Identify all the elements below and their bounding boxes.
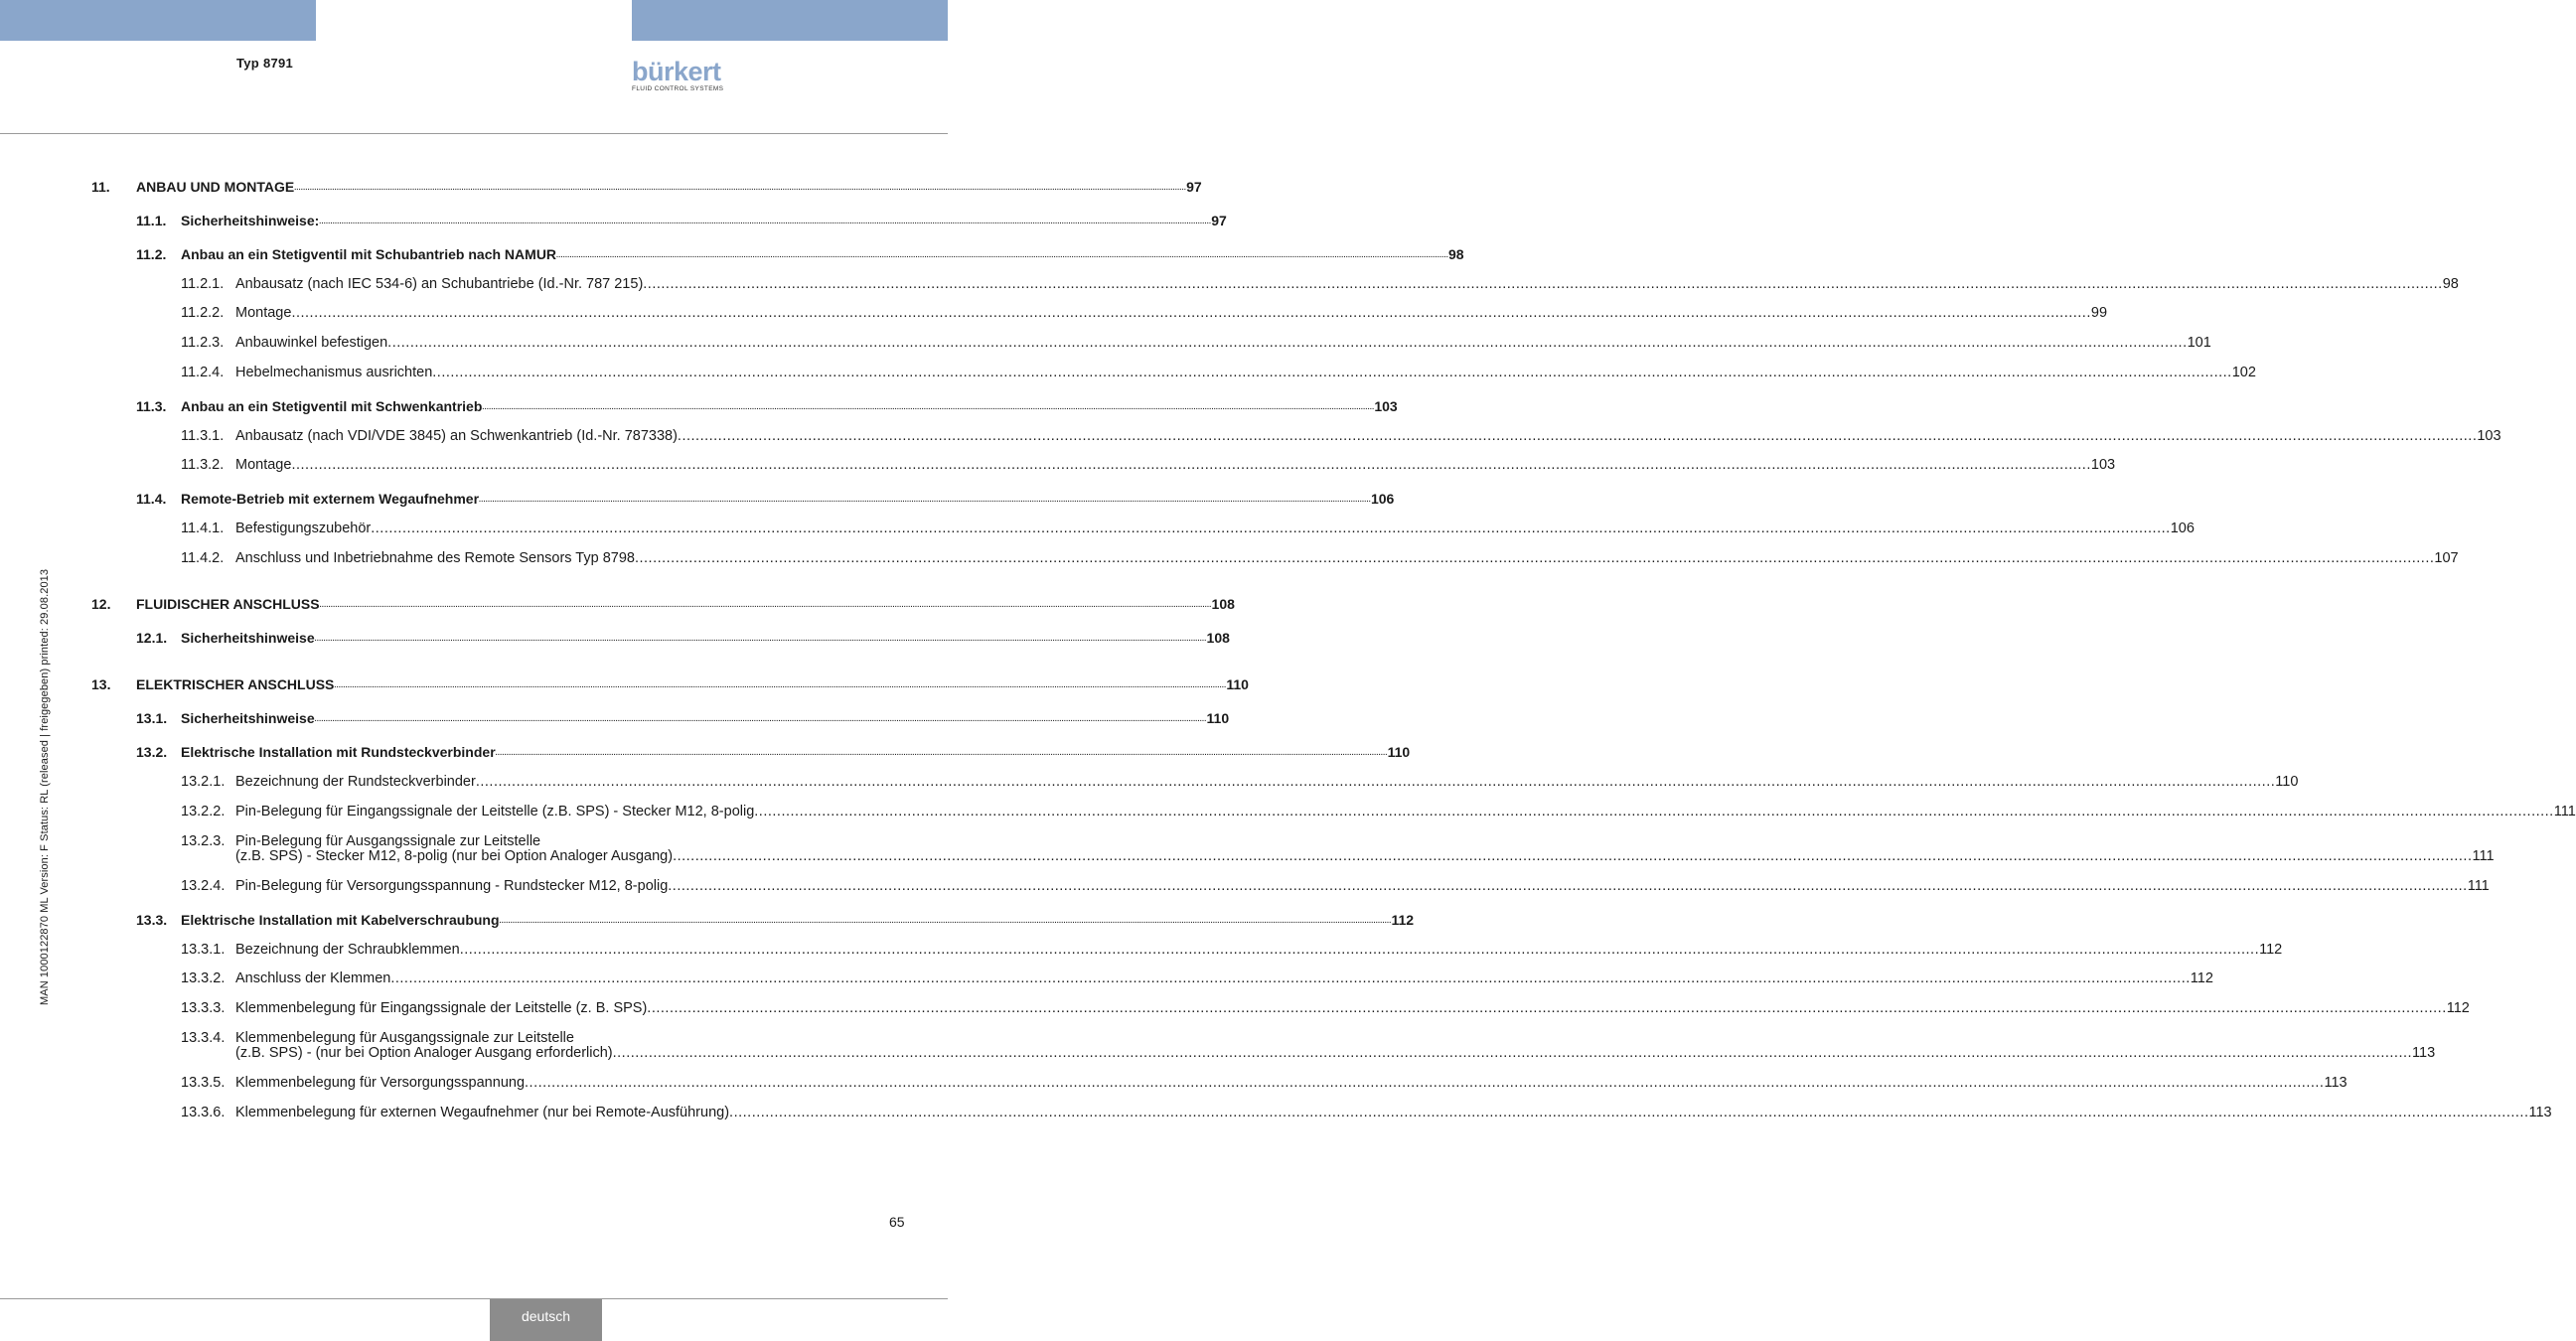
toc-entry-number: 13.2.1.: [181, 774, 226, 790]
toc-entry-number: 11.4.1.: [181, 521, 225, 536]
toc-entry-page: 111: [2472, 848, 2495, 864]
toc-entry-number: 13.3.: [136, 912, 168, 928]
toc-entry-number: 11.2.2.: [181, 305, 225, 321]
toc-dot-leader: ................................................................................................................................................................................................................................................................................................................................................................................................................: [482, 404, 1375, 411]
toc-entry-title: Pin-Belegung für Versorgungsspannung - Rundstecker M12, 8-polig: [235, 878, 669, 894]
toc-dot-leader: ................................................................................................................................................................................................................................................................................................................................................................................................................: [677, 428, 2478, 444]
toc-entry-title-continued: (z.B. SPS) - (nur bei Option Analoger Ausgang erforderlich): [235, 1045, 613, 1061]
toc-entry-page: 106: [1370, 491, 1395, 507]
toc-entry-title: Klemmenbelegung für Eingangssignale der Leitstelle (z. B. SPS): [235, 1000, 648, 1016]
toc-dot-leader: ................................................................................................................................................................................................................................................................................................................................................................................................................: [459, 942, 2260, 958]
toc-entry-title: Elektrische Installation mit Rundsteckverbinder: [181, 744, 496, 760]
toc-entry-number: 13.3.6.: [181, 1105, 226, 1120]
toc-entry-title: Bezeichnung der Rundsteckverbinder: [235, 774, 476, 790]
toc-entry-page: 110: [1206, 710, 1230, 726]
page-number: 65: [889, 1214, 905, 1230]
toc-entry-title: Anbauwinkel befestigen: [235, 335, 388, 351]
toc-dot-leader: ................................................................................................................................................................................................................................................................................................................................................................................................................: [319, 602, 1212, 609]
toc-entry-page: 110: [1387, 744, 1411, 760]
toc-entry-page: 113: [2324, 1075, 2348, 1091]
toc-entry-page: 101: [2187, 335, 2211, 351]
toc-dot-leader: ................................................................................................................................................................................................................................................................................................................................................................................................................: [729, 1105, 2529, 1120]
toc-entry-page: 106: [2170, 521, 2195, 536]
toc-entry-page: 110: [1226, 676, 1249, 692]
toc-entry-page: 110: [2275, 774, 2299, 790]
toc-dot-leader: ................................................................................................................................................................................................................................................................................................................................................................................................................: [334, 682, 1227, 689]
toc-entry-page: 97: [1211, 213, 1227, 228]
toc-dot-leader: ................................................................................................................................................................................................................................................................................................................................................................................................................: [479, 497, 1371, 504]
toc-entry-page: 103: [2090, 457, 2116, 473]
toc-dot-leader: ................................................................................................................................................................................................................................................................................................................................................................................................................: [319, 219, 1212, 225]
logo-wordmark: bürkert: [632, 57, 721, 86]
toc-dot-leader: ................................................................................................................................................................................................................................................................................................................................................................................................................: [673, 848, 2473, 864]
toc-entry-number: 13.3.3.: [181, 1000, 226, 1016]
toc-entry-page: 97: [1186, 179, 1202, 195]
toc-entry-number: 13.2.: [136, 744, 168, 760]
toc-entry-number: 11.2.4.: [181, 365, 225, 380]
toc-entry-page: 107: [2434, 550, 2459, 566]
toc-entry-title: Anschluss der Klemmen: [235, 970, 391, 986]
toc-entry-number: 11.: [91, 179, 110, 195]
toc-entry-page: 113: [2412, 1045, 2436, 1061]
toc-dot-leader: ................................................................................................................................................................................................................................................................................................................................................................................................................: [668, 878, 2468, 894]
toc-entry-page: 98: [1447, 246, 1464, 262]
toc-entry-page: 113: [2528, 1105, 2552, 1120]
toc-entry-title: Klemmenbelegung für Ausgangssignale zur Leitstelle: [235, 1030, 574, 1046]
toc-entry-title: ELEKTRISCHER ANSCHLUSS: [136, 676, 335, 692]
toc-entry-page: 103: [1374, 398, 1398, 414]
toc-entry-title: Sicherheitshinweise: [181, 710, 315, 726]
toc-entry-number: 11.2.3.: [181, 335, 225, 351]
toc-dot-leader: ................................................................................................................................................................................................................................................................................................................................................................................................................: [314, 636, 1207, 643]
toc-entry-title: Anschluss und Inbetriebnahme des Remote Sensors Typ 8798: [235, 550, 635, 566]
toc-entry-page: 112: [1391, 912, 1415, 928]
toc-dot-leader: ................................................................................................................................................................................................................................................................................................................................................................................................................: [291, 305, 2091, 321]
toc-entry-page: 102: [2231, 365, 2256, 380]
toc-dot-leader: ................................................................................................................................................................................................................................................................................................................................................................................................................: [499, 918, 1392, 925]
toc-entry-page: 112: [2259, 942, 2283, 958]
toc-entry-number: 11.2.1.: [181, 276, 225, 292]
logo-tagline: FLUID CONTROL SYSTEMS: [632, 85, 724, 92]
toc-entry-number: 11.1.: [136, 213, 167, 228]
toc-entry-page: 98: [2442, 276, 2459, 292]
toc-entry-title: Anbausatz (nach IEC 534-6) an Schubantriebe (Id.-Nr. 787 215): [235, 276, 644, 292]
toc-entry-title: Sicherheitshinweise:: [181, 213, 320, 228]
toc-entry-number: 11.4.2.: [181, 550, 225, 566]
toc-entry-number: 11.3.2.: [181, 457, 225, 473]
toc-entry-number: 11.4.: [136, 491, 167, 507]
toc-entry-title: Klemmenbelegung für externen Wegaufnehmer (nur bei Remote-Ausführung): [235, 1105, 730, 1120]
language-tab: deutsch: [490, 1299, 602, 1341]
toc-entry-number: 12.: [91, 596, 111, 612]
toc-entry-page: 103: [2477, 428, 2501, 444]
toc-entry-number: 11.2.: [136, 246, 167, 262]
toc-dot-leader: ................................................................................................................................................................................................................................................................................................................................................................................................................: [643, 276, 2443, 292]
toc-entry-title: Hebelmechanismus ausrichten: [235, 365, 433, 380]
toc-entry-title: Pin-Belegung für Ausgangssignale zur Leitstelle: [235, 833, 541, 849]
toc-entry-title: Montage: [235, 457, 292, 473]
toc-entry-page: 112: [2446, 1000, 2470, 1016]
footer-divider: [0, 1298, 948, 1299]
toc-entry-number: 11.3.1.: [181, 428, 225, 444]
toc-dot-leader: ................................................................................................................................................................................................................................................................................................................................................................................................................: [387, 335, 2188, 351]
toc-dot-leader: ................................................................................................................................................................................................................................................................................................................................................................................................................: [371, 521, 2171, 536]
toc-entry-title: Pin-Belegung für Eingangssignale der Leitstelle (z.B. SPS) - Stecker M12, 8-polig: [235, 804, 755, 820]
toc-entry-number: 13.: [91, 676, 111, 692]
toc-dot-leader: ................................................................................................................................................................................................................................................................................................................................................................................................................: [294, 185, 1187, 192]
toc-entry-title: Sicherheitshinweise: [181, 630, 315, 646]
toc-dot-leader: ................................................................................................................................................................................................................................................................................................................................................................................................................: [291, 457, 2091, 473]
toc-entry-title: Anbau an ein Stetigventil mit Schubantrieb nach NAMUR: [181, 246, 557, 262]
toc-entry-page: 111: [2553, 804, 2576, 820]
toc-dot-leader: ................................................................................................................................................................................................................................................................................................................................................................................................................: [612, 1045, 2413, 1061]
toc-entry-number: 13.2.4.: [181, 878, 226, 894]
document-type-label: Typ 8791: [236, 56, 294, 71]
toc-entry-title: FLUIDISCHER ANSCHLUSS: [136, 596, 320, 612]
toc-entry-page: 108: [1211, 596, 1235, 612]
toc-dot-leader: ................................................................................................................................................................................................................................................................................................................................................................................................................: [525, 1075, 2325, 1091]
toc-entry-number: 13.3.1.: [181, 942, 226, 958]
toc-entry-title: ANBAU UND MONTAGE: [136, 179, 295, 195]
toc-entry-page: 112: [2190, 970, 2213, 986]
toc-entry-number: 11.3.: [136, 398, 167, 414]
toc-entry-number: 13.3.5.: [181, 1075, 226, 1091]
toc-entry-page: 111: [2467, 878, 2490, 894]
toc-entry-number: 13.2.2.: [181, 804, 226, 820]
toc-dot-leader: ................................................................................................................................................................................................................................................................................................................................................................................................................: [647, 1000, 2447, 1016]
toc-dot-leader: ................................................................................................................................................................................................................................................................................................................................................................................................................: [634, 550, 2435, 566]
toc-entry-title: Elektrische Installation mit Kabelverschraubung: [181, 912, 500, 928]
toc-entry-title: Bezeichnung der Schraubklemmen: [235, 942, 460, 958]
toc-entry-title: Anbau an ein Stetigventil mit Schwenkantrieb: [181, 398, 483, 414]
toc-dot-leader: ................................................................................................................................................................................................................................................................................................................................................................................................................: [432, 365, 2232, 380]
toc-entry-title: Befestigungszubehör: [235, 521, 372, 536]
toc-entry-title: Anbausatz (nach VDI/VDE 3845) an Schwenkantrieb (Id.-Nr. 787338): [235, 428, 678, 444]
toc-dot-leader: ................................................................................................................................................................................................................................................................................................................................................................................................................: [556, 252, 1448, 259]
toc-entry-title: Montage: [235, 305, 292, 321]
toc-entry-number: 13.3.2.: [181, 970, 226, 986]
toc-dot-leader: ................................................................................................................................................................................................................................................................................................................................................................................................................: [754, 804, 2554, 820]
toc-entry-number: 13.1.: [136, 710, 168, 726]
toc-entry-page: 99: [2090, 305, 2108, 321]
toc-entry-page: 108: [1206, 630, 1230, 646]
toc-dot-leader: ................................................................................................................................................................................................................................................................................................................................................................................................................: [475, 774, 2276, 790]
toc-entry-title: Remote-Betrieb mit externem Wegaufnehmer: [181, 491, 480, 507]
toc-dot-leader: ................................................................................................................................................................................................................................................................................................................................................................................................................: [390, 970, 2191, 986]
toc-entry-title: Klemmenbelegung für Versorgungsspannung: [235, 1075, 526, 1091]
toc-dot-leader: ................................................................................................................................................................................................................................................................................................................................................................................................................: [495, 750, 1388, 757]
toc-entry-number: 13.2.3.: [181, 833, 226, 849]
document-version-sidebar: MAN 1000122870 ML Version: F Status: RL (released | freigegeben) printed: 29.08.2013: [39, 568, 51, 1005]
toc-entry-title-continued: (z.B. SPS) - Stecker M12, 8-polig (nur bei Option Analoger Ausgang): [235, 848, 674, 864]
toc-entry-number: 12.1.: [136, 630, 168, 646]
toc-dot-leader: ................................................................................................................................................................................................................................................................................................................................................................................................................: [314, 716, 1207, 723]
toc-entry-number: 13.3.4.: [181, 1030, 226, 1046]
